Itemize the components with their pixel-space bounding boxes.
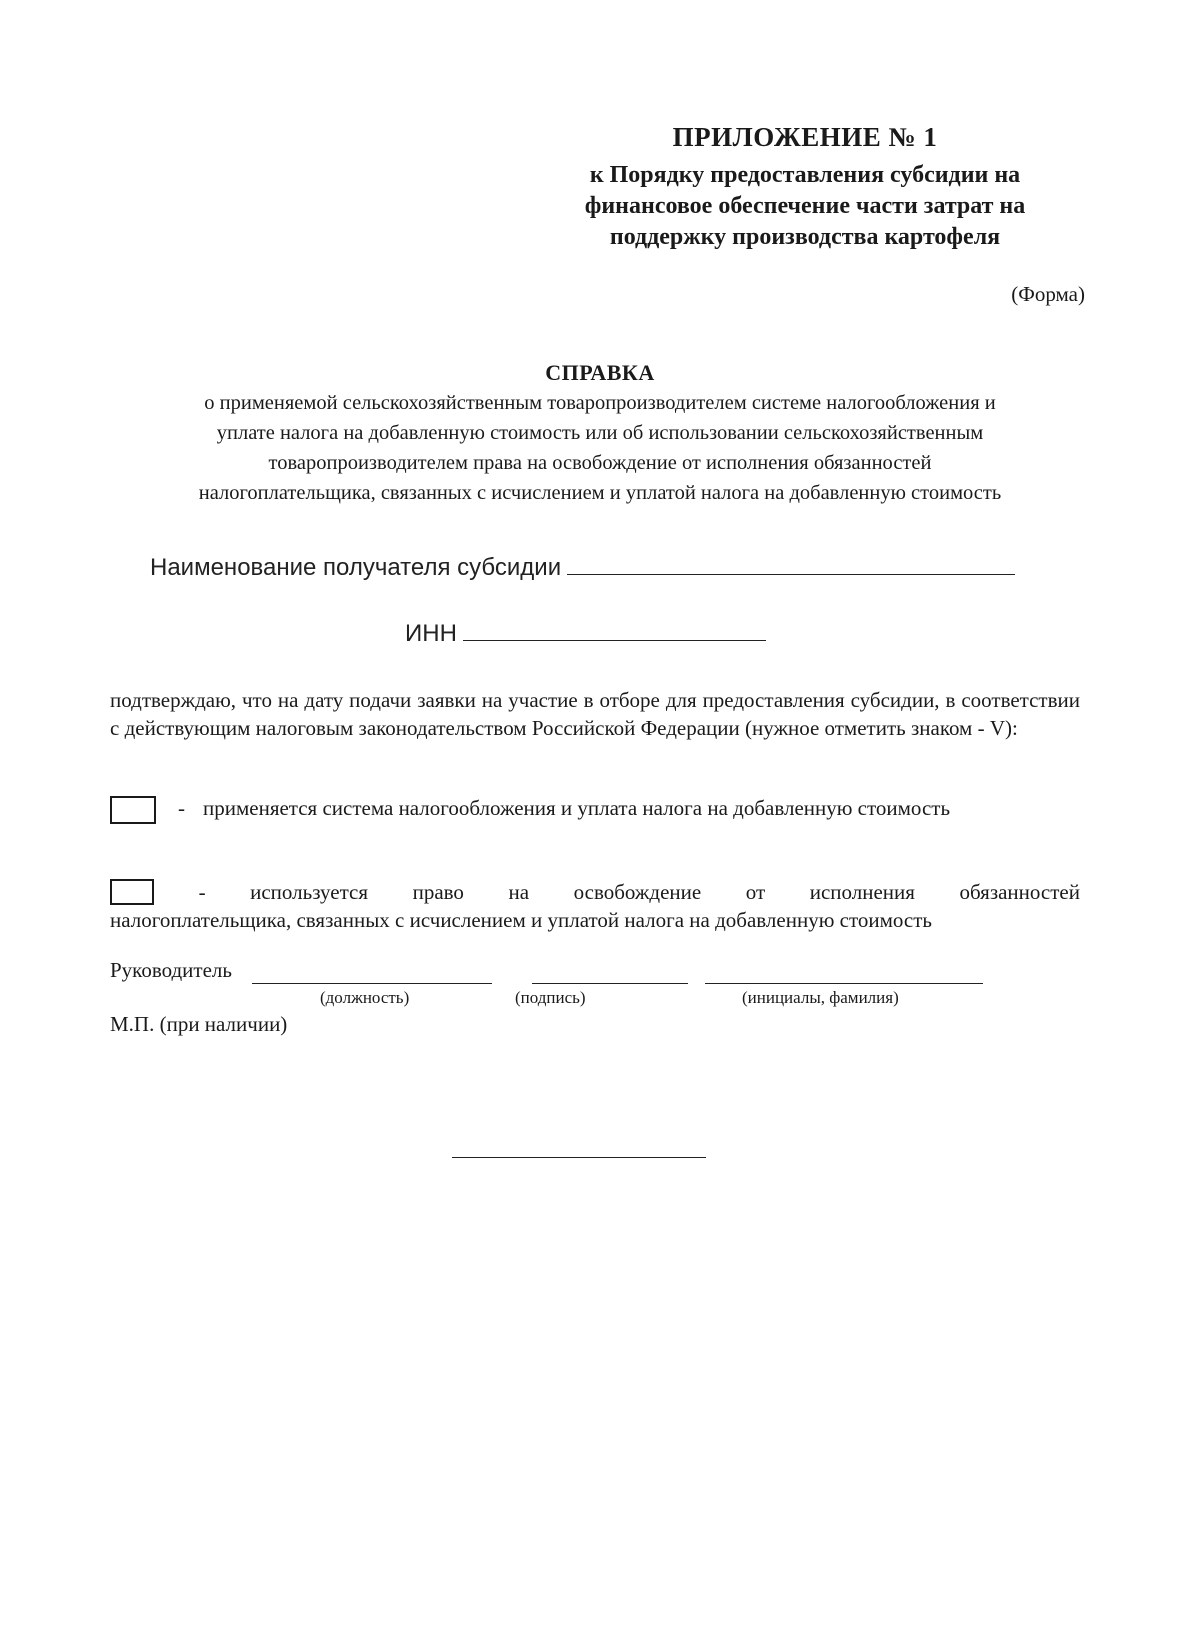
name-line[interactable]: [705, 983, 983, 984]
option-exemption-word: используется: [250, 880, 369, 904]
appendix-line: финансовое обеспечение части затрат на: [584, 193, 1026, 219]
stamp-place: М.П. (при наличии): [110, 1012, 288, 1036]
recipient-input-line[interactable]: [567, 552, 1015, 575]
inn-field: [405, 618, 766, 648]
option-exemption: [110, 878, 1080, 934]
inn-input-line[interactable]: [463, 618, 766, 641]
option-exemption-first-line: [110, 878, 1080, 906]
document-title: СПРАВКА: [545, 360, 655, 385]
option-exemption-word: обязанностей: [959, 880, 1080, 904]
recipient-label: Наименование получателя субсидии: [150, 554, 562, 581]
end-divider: [452, 1157, 706, 1158]
appendix-line: к Порядку предоставления субсидии на: [589, 162, 1021, 188]
option-exemption-word: от: [745, 880, 766, 904]
document-subtitle: [100, 388, 1100, 508]
recipient-field: [150, 552, 1015, 582]
subtitle-line: уплате налога на добавленную стоимость или об использовании сельскохозяйственным: [216, 422, 984, 444]
option-exemption-word: право: [412, 880, 464, 904]
signature-line[interactable]: [532, 983, 688, 984]
option-tax-system: [110, 794, 1080, 824]
position-caption: (должность): [320, 988, 410, 1007]
subtitle-line: о применяемой сельскохозяйственным товаропроизводителем системе налогообложения и: [204, 392, 996, 414]
option-exemption-word: исполнения: [809, 880, 915, 904]
option-dash: -: [178, 796, 185, 820]
inn-label: ИНН: [405, 620, 457, 647]
form-mark: (Форма): [1011, 282, 1085, 306]
option-exemption-checkbox[interactable]: [110, 879, 154, 905]
signature-label: Руководитель: [110, 958, 232, 982]
option-exemption-word: освобождение: [573, 880, 702, 904]
name-caption: (инициалы, фамилия): [742, 988, 899, 1007]
option-tax-system-checkbox[interactable]: [110, 796, 156, 824]
appendix-description: [530, 160, 1080, 253]
option-exemption-second-line: налогоплательщика, связанных с исчислением и уплатой налога на добавленную стоимость: [110, 908, 932, 932]
option-tax-system-label: применяется система налогообложения и уплата налога на добавленную стоимость: [203, 796, 951, 820]
signature-caption: (подпись): [515, 988, 586, 1007]
option-dash: -: [198, 880, 206, 904]
appendix-line: поддержку производства картофеля: [609, 224, 1001, 250]
confirmation-text: подтверждаю, что на дату подачи заявки на участие в отборе для предоставления субсидии, в соответствии с действующим налоговым законодательством Российской Федерации (нужное отметить знаком - V):: [110, 688, 1080, 740]
subtitle-line: товаропроизводителем права на освобождение от исполнения обязанностей: [268, 452, 932, 474]
subtitle-line: налогоплательщика, связанных с исчислением и уплатой налога на добавленную стоимость: [198, 482, 1002, 504]
option-exemption-word: на: [508, 880, 530, 904]
position-line[interactable]: [252, 983, 492, 984]
appendix-title: ПРИЛОЖЕНИЕ № 1: [672, 122, 938, 152]
